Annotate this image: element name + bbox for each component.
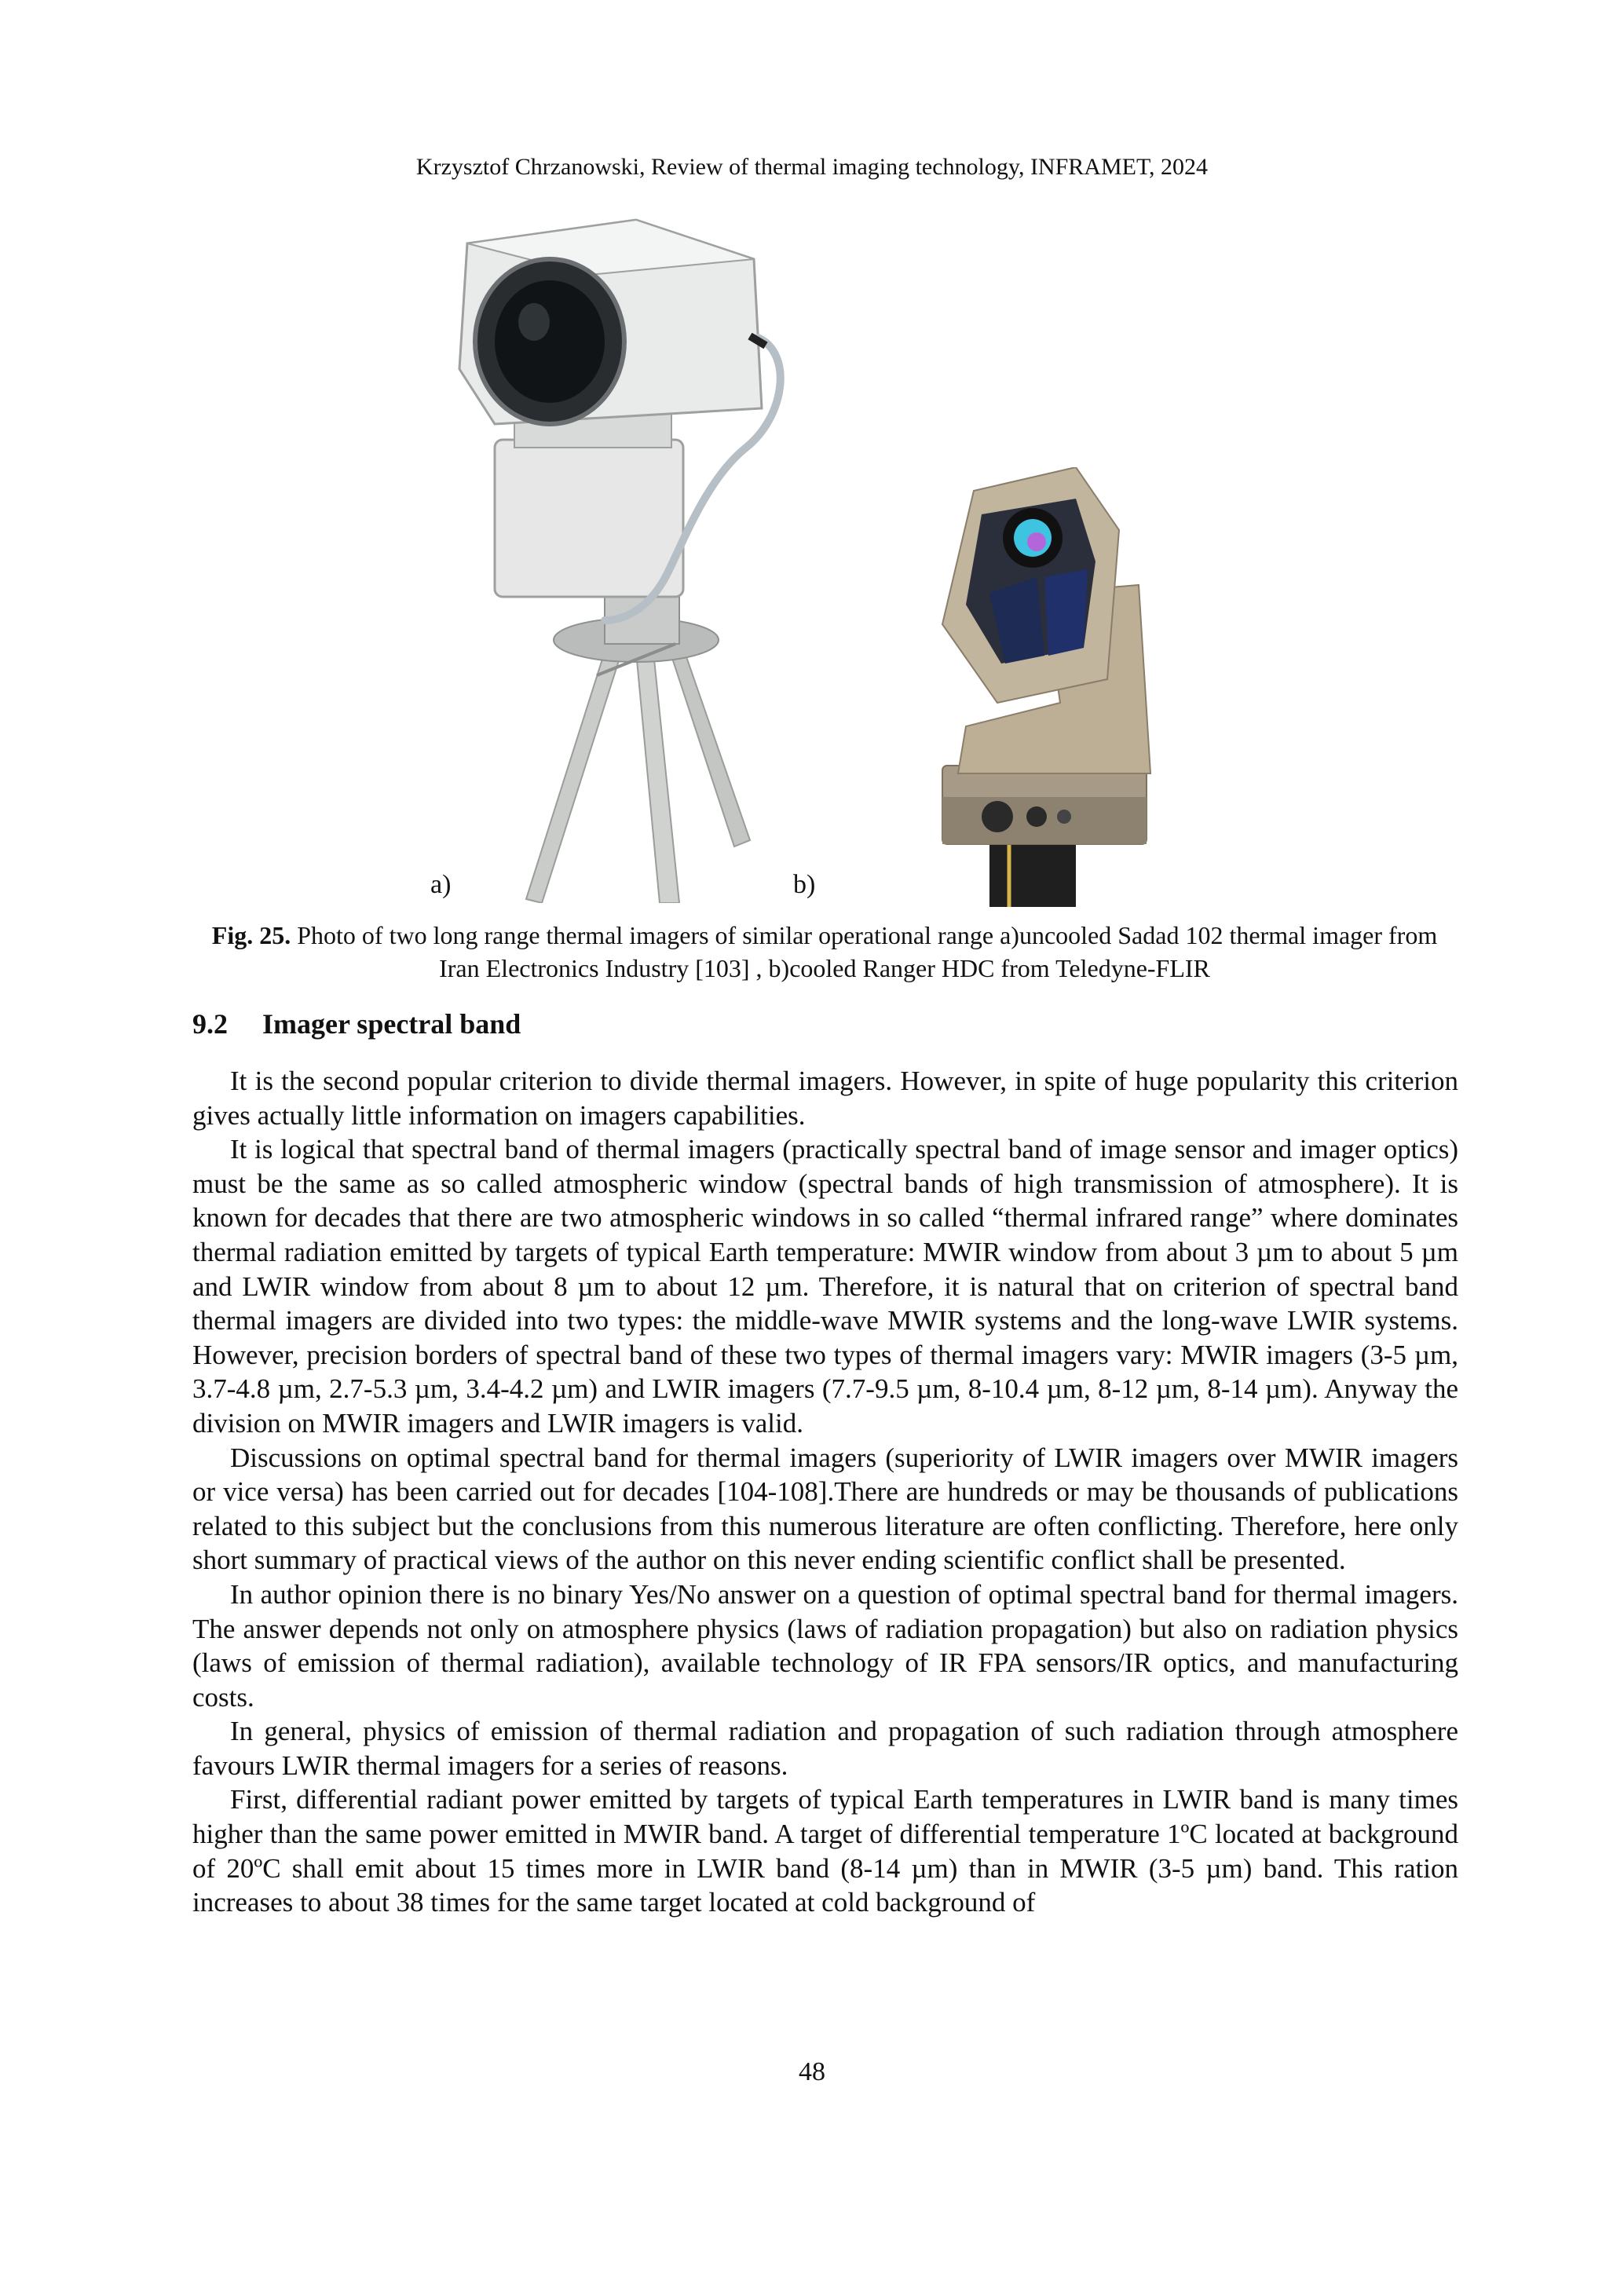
figure-label-a: a) xyxy=(430,870,452,899)
caption-label: Fig. 25. xyxy=(211,921,291,949)
paragraph: It is the second popular criterion to divide thermal imagers. However, in spite of huge popularity this criterion gives actually little information on imagers capabilities. xyxy=(192,1066,1458,1131)
photo-sadad-102 xyxy=(448,212,809,903)
photo-ranger-hdc xyxy=(927,467,1162,907)
section-number: 9.2 xyxy=(192,1008,228,1040)
page-number: 48 xyxy=(799,2057,825,2086)
body-text xyxy=(192,1064,1458,1920)
paragraph: Discussions on optimal spectral band for thermal imagers (superiority of LWIR imagers over MWIR imagers or vice versa) has been carried out for decades [104-108].There are hundreds or may be thousands of publications related to this subject but the conclusions from this numerous literature are often conflicting. Therefore, here only short summary of practical views of the author on this never ending scientific conflict shall be presented. xyxy=(192,1442,1458,1576)
section-title: Imager spectral band xyxy=(262,1008,521,1040)
figure-label-b: b) xyxy=(793,870,816,899)
section-heading xyxy=(192,1007,521,1040)
caption-text: Photo of two long range thermal imagers of similar operational range a)uncooled Sadad 102 thermal imager from Iran Electronics Industry [103] , b)cooled Ranger HDC from Teledyne-FLIR xyxy=(297,921,1438,982)
running-header: Krzysztof Chrzanowski, Review of thermal imaging technology, INFRAMET, 2024 xyxy=(415,154,1209,180)
paragraph: In general, physics of emission of thermal radiation and propagation of such radiation through atmosphere favours LWIR thermal imagers for a series of reasons. xyxy=(192,1716,1458,1781)
paragraph: First, differential radiant power emitted by targets of typical Earth temperatures in LWIR band is many times higher than the same power emitted in MWIR band. A target of differential temperature 1ºC located at background of 20ºC shall emit about 15 times more in LWIR band (8-14 µm) than in MWIR (3-5 µm) band. This ration increases to about 38 times for the same target located at cold background of xyxy=(192,1784,1458,1918)
figure-caption xyxy=(196,919,1453,985)
paragraph: In author opinion there is no binary Yes/No answer on a question of optimal spectral band for thermal imagers. The answer depends not only on atmosphere physics (laws of radiation propagation) but also on radiation physics (laws of emission of thermal radiation), available technology of IR FPA sensors/IR optics, and manufacturing costs. xyxy=(192,1578,1458,1713)
paragraph: It is logical that spectral band of thermal imagers (practically spectral band of image sensor and imager optics) must be the same as so called atmospheric window (spectral bands of high transmission of atmosphere). It is known for decades that there are two atmospheric windows in so called “thermal infrared range” where dominates thermal radiation emitted by targets of typical Earth temperature: MWIR window from about 3 µm to about 5 µm and LWIR window from about 8 µm to about 12 µm. Therefore, it is natural that on criterion of spectral band thermal imagers are divided into two types: the middle-wave MWIR systems and the long-wave LWIR systems. However, precision borders of spectral band of these two types of thermal imagers vary: MWIR imagers (3-5 µm, 3.7-4.8 µm, 2.7-5.3 µm, 3.4-4.2 µm) and LWIR imagers (7.7-9.5 µm, 8-10.4 µm, 8-12 µm, 8-14 µm). Anyway the division on MWIR imagers and LWIR imagers is valid. xyxy=(192,1134,1458,1439)
